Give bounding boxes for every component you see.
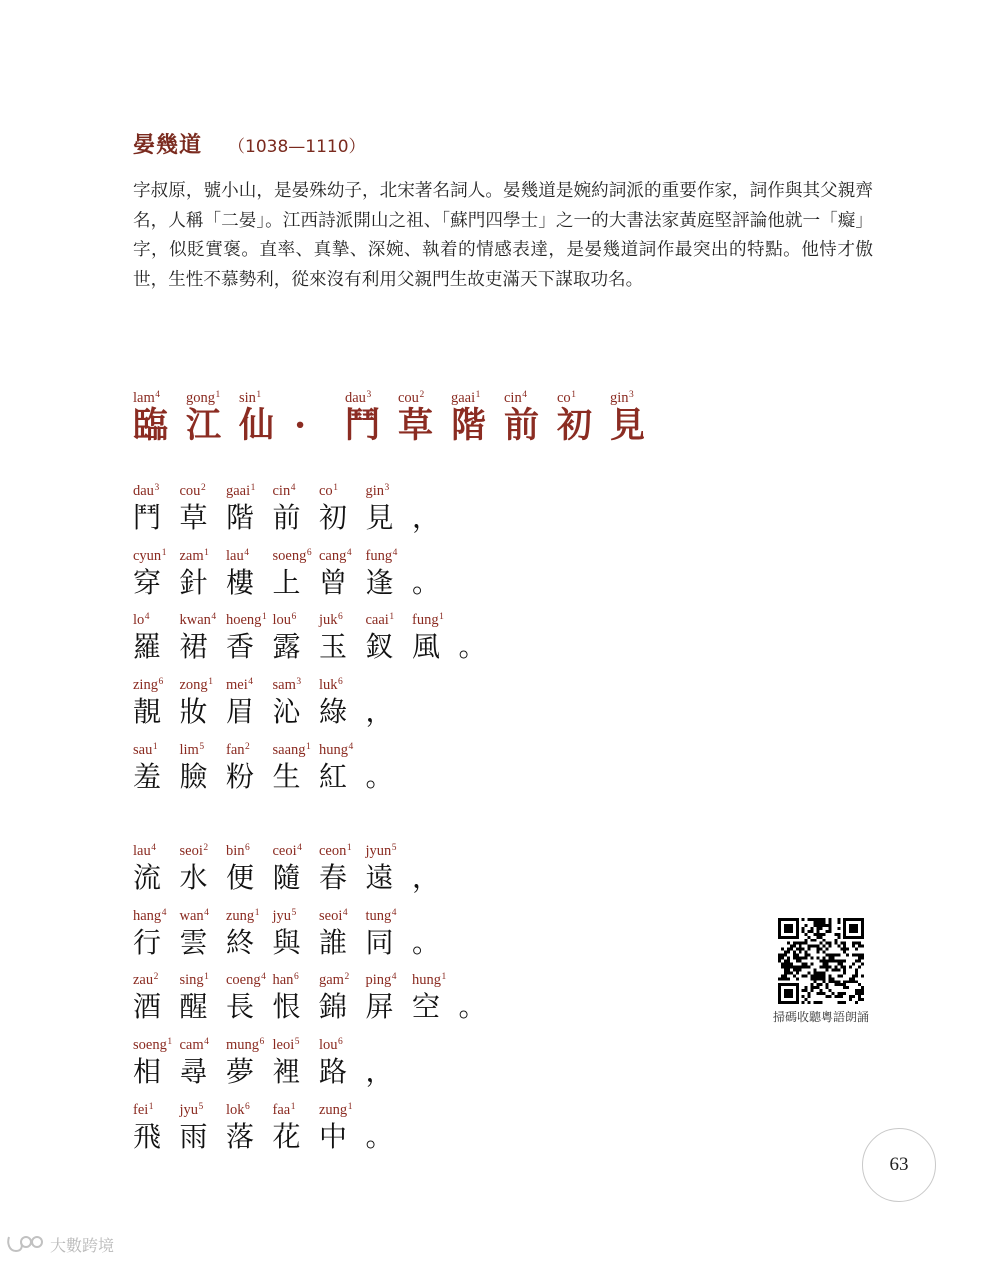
jyutping-syllable: ceon [319,843,347,859]
chinese-character: 前 [272,501,301,534]
chinese-character: 鬥 [133,501,162,534]
jyutping-tone: 4 [144,612,150,623]
jyutping-romanization [273,843,302,860]
jyutping-tone: 4 [290,483,296,493]
jyutping-romanization [133,843,156,860]
jyutping-tone: 2 [203,843,209,853]
jyutping-syllable: lam [133,390,155,406]
jyutping-syllable: gong [186,390,215,406]
jyutping-romanization [133,677,163,694]
punctuation: ， [412,861,441,894]
jyutping-syllable: saang [272,741,306,758]
jyutping-romanization [133,908,166,925]
jyutping-tone: 1 [475,390,481,400]
chinese-character: 終 [226,925,255,959]
title-separator: · [294,405,307,446]
jyutping-tone: 1 [204,547,209,558]
jyutping-syllable: faa [272,1101,291,1118]
chinese-character: 江 [186,405,222,446]
jyutping-tone: 2 [344,972,350,983]
jyutping-romanization [366,612,395,629]
jyutping-tone: 4 [391,972,397,983]
biography-text: 字叔原，號小山，是晏殊幼子，北宋著名詞人。晏幾道是婉約詞派的重要作家，詞作與其父親齊名，人稱「二晏」。江西詩派開山之祖、「蘇門四學士」之一的大書法家黃庭堅評論他就一「癡」字，似貶實褒。直率、真摯、深婉、執着的情感表達，是晏幾道詞作最突出的特點。他恃才傲世，生性不慕勢利，從來沒有利用父親門生故吏滿天下謀取功名。 [133,181,873,290]
jyutping-tone: 1 [290,1101,296,1112]
jyutping-tone: 1 [439,612,444,623]
jyutping-tone: 6 [306,547,312,558]
chinese-character: 穿 [133,565,162,599]
chinese-character: 眉 [226,695,255,729]
chinese-character: 初 [319,501,348,534]
chinese-character: 沁 [272,695,301,729]
chinese-character: 花 [272,1119,301,1153]
jyutping-tone: 4 [204,1037,209,1048]
chinese-character: 中 [319,1119,348,1153]
jyutping-romanization [366,843,397,860]
punctuation: ， [365,1055,394,1089]
jyutping-syllable: jyun [365,843,392,859]
chinese-character: 露 [272,630,301,664]
jyutping-romanization [366,548,398,565]
chinese-character: 同 [365,925,394,959]
jyutping-tone: 4 [297,843,302,853]
chinese-character: 樓 [226,565,255,599]
jyutping-syllable: gaai [226,483,251,499]
jyutping-syllable: dau [133,483,154,499]
jyutping-romanization [273,972,299,989]
jyutping-tone: 4 [211,612,217,623]
page-number [862,1128,936,1202]
jyutping-romanization [273,1102,296,1119]
chinese-character: 臉 [179,759,208,793]
jyutping-tone: 5 [291,907,297,918]
jyutping-syllable: jyu [272,907,292,924]
jyutping-romanization [133,1102,154,1119]
chinese-character: 上 [272,565,301,599]
jyutping-romanization [319,483,338,500]
jyutping-romanization [273,677,302,694]
jyutping-romanization [180,1037,209,1054]
jyutping-tone: 4 [161,907,167,918]
jyutping-syllable: lau [226,547,244,564]
jyutping-syllable: gaai [451,390,476,406]
jyutping-tone: 1 [215,390,221,400]
jyutping-romanization [319,612,343,629]
jyutping-syllable: zung [226,907,255,924]
jyutping-romanization [180,677,213,694]
jyutping-tone: 2 [419,390,425,400]
jyutping-tone: 3 [154,483,160,493]
chinese-character: 綠 [319,695,348,729]
chinese-character: 玉 [319,630,348,664]
chinese-character: 羞 [133,759,162,793]
punctuation: ， [365,695,394,729]
jyutping-tone: 1 [571,390,576,400]
jyutping-syllable: caai [365,612,389,629]
jyutping-syllable: lau [133,843,151,859]
jyutping-syllable: fung [412,612,439,629]
chinese-character: 釵 [365,630,394,664]
jyutping-tone: 3 [366,390,372,400]
jyutping-tone: 6 [338,612,343,623]
jyutping-tone: 5 [391,843,397,853]
chinese-character: 屏 [365,990,394,1024]
chinese-character: 靚 [133,695,162,729]
jyutping-syllable: kwan [179,612,211,629]
chinese-character: 階 [226,501,255,534]
author-name: 晏幾道 [133,133,203,158]
jyutping-romanization [180,1102,204,1119]
jyutping-tone: 6 [245,1101,250,1112]
jyutping-tone: 4 [248,677,253,688]
jyutping-tone: 1 [161,547,167,558]
jyutping-syllable: hoeng [226,612,262,629]
jyutping-romanization [273,1037,300,1054]
chinese-character: 流 [133,861,162,894]
jyutping-tone: 6 [293,972,299,983]
chinese-character: 草 [179,501,208,534]
punctuation: 。 [365,1119,394,1153]
jyutping-romanization [133,742,158,759]
jyutping-tone: 6 [338,677,343,688]
jyutping-syllable: coeng [226,972,261,989]
chinese-character: 飛 [133,1119,162,1153]
jyutping-tone: 1 [204,972,209,983]
jyutping-syllable: bin [226,843,245,859]
chinese-character: 雨 [179,1119,208,1153]
chinese-character: 鬥 [345,405,381,446]
jyutping-syllable: leoi [272,1037,295,1054]
chinese-character: 夢 [226,1055,255,1089]
jyutping-tone: 6 [245,843,250,853]
jyutping-syllable: cin [504,390,522,406]
jyutping-romanization [319,843,352,860]
jyutping-syllable: seoi [179,843,203,859]
jyutping-romanization [319,742,353,759]
jyutping-tone: 1 [261,612,267,623]
chinese-character: 風 [412,630,441,664]
jyutping-syllable: co [319,483,333,499]
jyutping-romanization [273,742,311,759]
jyutping-tone: 4 [342,907,348,918]
jyutping-tone: 1 [347,1101,353,1112]
jyutping-tone: 5 [294,1037,300,1048]
jyutping-syllable: zam [179,547,204,564]
chinese-character: 妝 [179,695,208,729]
jyutping-syllable: lim [179,741,199,758]
jyutping-tone: 4 [261,972,266,983]
jyutping-romanization [319,677,343,694]
jyutping-syllable: hung [412,972,441,989]
jyutping-tone: 3 [384,483,390,493]
jyutping-romanization [366,908,397,925]
jyutping-syllable: cou [179,483,201,499]
chinese-character: 遠 [365,861,394,894]
chinese-character: 草 [398,405,434,446]
chinese-character: 路 [319,1055,348,1089]
jyutping-romanization [319,972,349,989]
jyutping-syllable: lok [226,1101,245,1118]
jyutping-romanization [226,483,255,500]
jyutping-syllable: jyu [179,1101,199,1118]
qr-code-icon[interactable] [778,918,864,1004]
watermark [6,1232,114,1256]
jyutping-romanization [226,1037,264,1054]
jyutping-syllable: zau [133,972,154,989]
jyutping-syllable: cang [319,547,347,564]
chinese-character: 前 [504,405,540,446]
jyutping-romanization [133,612,150,629]
jyutping-tone: 1 [167,1037,173,1048]
jyutping-tone: 4 [151,843,156,853]
author-biography [133,177,873,295]
jyutping-tone: 1 [250,483,256,493]
jyutping-romanization [226,612,267,629]
jyutping-romanization [366,972,397,989]
jyutping-romanization [226,1102,250,1119]
jyutping-syllable: sam [272,677,296,694]
chinese-character: 醒 [179,990,208,1024]
punctuation: 。 [458,630,487,664]
jyutping-romanization [319,548,352,565]
jyutping-syllable: luk [319,677,338,694]
jyutping-romanization [319,1102,352,1119]
jyutping-tone: 1 [254,907,260,918]
chinese-character: 恨 [272,990,301,1024]
jyutping-romanization [412,972,446,989]
jyutping-syllable: wan [179,907,204,924]
jyutping-tone: 1 [152,741,158,752]
jyutping-syllable: zing [133,677,158,694]
chinese-character: 行 [133,925,162,959]
jyutping-tone: 2 [200,483,206,493]
jyutping-syllable: seoi [319,907,343,924]
chinese-character: 誰 [319,925,348,959]
jyutping-syllable: gam [319,972,344,989]
jyutping-romanization [180,612,217,629]
jyutping-tone: 4 [346,547,352,558]
page-number-text: 63 [889,1154,909,1175]
jyutping-tone: 4 [522,390,527,400]
punctuation: 。 [458,990,487,1024]
jyutping-romanization [180,972,209,989]
jyutping-romanization [133,483,159,500]
jyutping-syllable: cam [179,1037,204,1054]
jyutping-syllable: dau [345,390,366,406]
jyutping-syllable: mung [226,1037,260,1054]
jyutping-tone: 1 [256,390,262,400]
chinese-character: 裡 [272,1055,301,1089]
jyutping-syllable: cyun [133,547,162,564]
chinese-character: 紅 [319,759,348,793]
jyutping-romanization [412,612,444,629]
jyutping-romanization [273,483,296,500]
chinese-character: 水 [179,861,208,894]
punctuation: 。 [412,565,441,599]
jyutping-syllable: lo [133,612,145,629]
author-heading [133,128,366,164]
jyutping-syllable: fung [365,547,393,564]
chinese-character: 酒 [133,990,162,1024]
chinese-character: 初 [557,405,593,446]
chinese-character: 針 [179,565,208,599]
jyutping-tone: 4 [392,547,398,558]
jyutping-tone: 6 [291,612,297,623]
chinese-character: 粉 [226,759,255,793]
jyutping-syllable: zung [319,1101,348,1118]
chinese-character: 見 [610,405,646,446]
jyutping-syllable: sau [133,741,153,758]
jyutping-tone: 3 [296,677,302,688]
chinese-character: 便 [226,861,255,894]
chinese-character: 曾 [319,565,348,599]
jyutping-syllable: juk [319,612,338,629]
jyutping-tone: 4 [348,741,354,752]
jyutping-romanization [273,908,297,925]
jyutping-syllable: cin [272,483,291,499]
chinese-character: 與 [272,925,301,959]
jyutping-syllable: soeng [272,547,307,564]
jyutping-romanization [226,677,253,694]
jyutping-syllable: cou [398,390,419,406]
chinese-character: 長 [226,990,255,1024]
jyutping-romanization [180,483,206,500]
chinese-character: 落 [226,1119,255,1153]
jyutping-tone: 4 [204,907,209,918]
jyutping-romanization [366,483,390,500]
jyutping-syllable: gin [610,390,629,406]
jyutping-tone: 4 [391,907,397,918]
chinese-character: 尋 [179,1055,208,1089]
jyutping-tone: 3 [629,390,634,400]
jyutping-romanization [273,612,297,629]
jyutping-tone: 1 [208,677,213,688]
jyutping-syllable: sin [239,390,256,406]
jyutping-syllable: zong [179,677,208,694]
jyutping-tone: 4 [244,547,249,558]
jyutping-syllable: fei [133,1101,149,1118]
punctuation: ， [412,501,441,534]
chinese-character: 裙 [179,630,208,664]
jyutping-syllable: hung [319,741,348,758]
chinese-character: 羅 [133,630,162,664]
jyutping-romanization [319,1037,343,1054]
chinese-character: 空 [412,990,441,1024]
jyutping-tone: 6 [158,677,164,688]
jyutping-tone: 5 [198,1101,204,1112]
jyutping-romanization [133,972,158,989]
jyutping-romanization [180,548,209,565]
jyutping-syllable: sing [179,972,204,989]
chinese-character: 臨 [133,405,169,446]
jyutping-tone: 6 [259,1037,265,1048]
watermark-text: 大數跨境 [50,1235,115,1255]
author-years: （1038—1110） [228,137,366,157]
jyutping-tone: 1 [389,612,395,623]
jyutping-syllable: gin [365,483,385,499]
jyutping-tone: 1 [346,843,352,853]
jyutping-romanization [133,548,166,565]
jyutping-syllable: han [272,972,294,989]
chinese-character: 階 [451,405,487,446]
jyutping-tone: 1 [306,741,311,752]
jyutping-romanization [180,908,209,925]
jyutping-romanization [226,843,250,860]
jyutping-romanization [226,742,250,759]
jyutping-romanization [319,908,348,925]
jyutping-syllable: ping [365,972,392,989]
jyutping-tone: 1 [148,1101,154,1112]
chinese-character: 逢 [365,565,394,599]
jyutping-syllable: lou [272,612,292,629]
jyutping-syllable: fan [226,741,245,758]
chinese-character: 隨 [272,861,301,894]
jyutping-romanization [273,548,312,565]
jyutping-tone: 6 [338,1037,343,1048]
jyutping-syllable: mei [226,677,248,694]
jyutping-tone: 2 [245,741,250,752]
chinese-character: 仙 [239,405,275,446]
jyutping-tone: 2 [153,972,159,983]
punctuation: 。 [365,759,394,793]
jyutping-syllable: tung [365,907,392,924]
watermark-logo-icon [6,1233,46,1255]
jyutping-romanization [133,1037,172,1054]
jyutping-tone: 1 [333,483,338,493]
jyutping-tone: 4 [155,390,160,400]
jyutping-syllable: soeng [133,1037,167,1054]
chinese-character: 生 [272,759,301,793]
jyutping-syllable: lou [319,1037,338,1054]
punctuation: 。 [412,925,441,959]
chinese-character: 相 [133,1055,162,1089]
jyutping-syllable: ceoi [272,843,297,859]
chinese-character: 錦 [319,990,348,1024]
jyutping-tone: 1 [441,972,447,983]
chinese-character: 雲 [179,925,208,959]
chinese-character: 香 [226,630,255,664]
jyutping-romanization [226,548,249,565]
jyutping-romanization [226,908,259,925]
jyutping-romanization [180,742,205,759]
jyutping-romanization [226,972,266,989]
jyutping-syllable: hang [133,907,162,924]
qr-caption: 掃碼收聽粵語朗誦 [772,1010,869,1024]
chinese-character: 見 [365,501,394,534]
jyutping-tone: 5 [199,741,205,752]
chinese-character: 春 [319,861,348,894]
jyutping-romanization [180,843,209,860]
jyutping-syllable: co [557,390,571,406]
